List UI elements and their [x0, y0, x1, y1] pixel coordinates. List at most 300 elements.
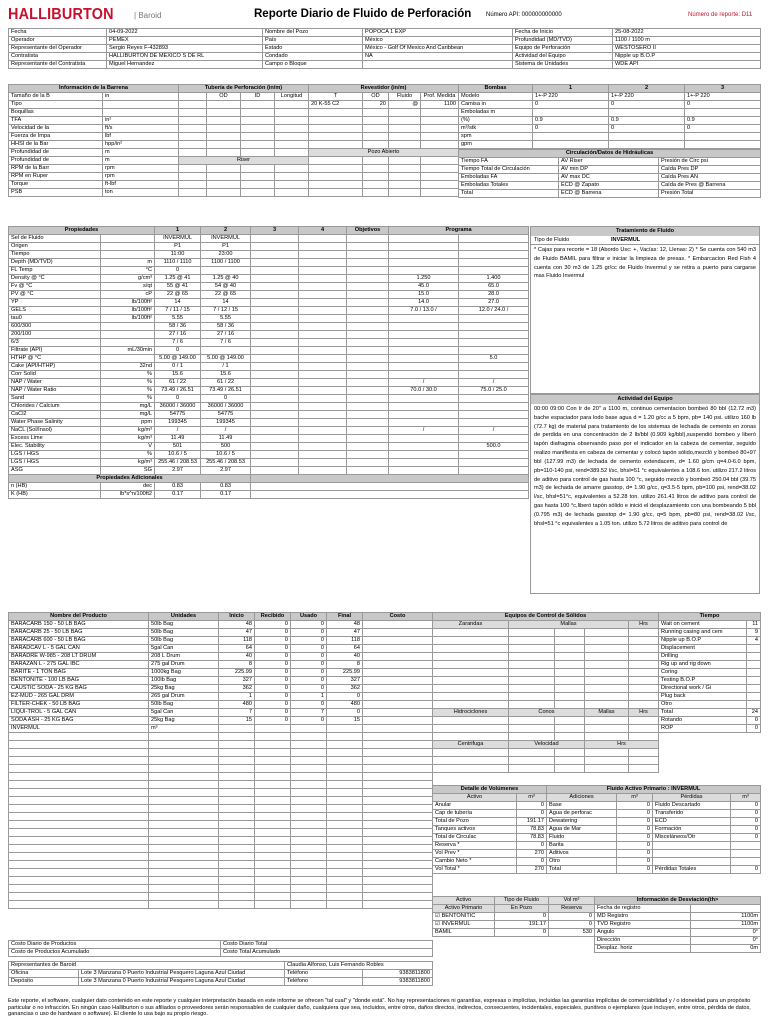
table-row — [433, 637, 659, 645]
blank — [255, 821, 291, 829]
time-hours — [747, 693, 761, 701]
rep-field: Depósito — [9, 978, 79, 986]
time-hours — [747, 653, 761, 661]
hydraulics-param: Caída de Pres @ Barrena — [659, 182, 761, 190]
table-row — [433, 842, 547, 850]
blank — [255, 773, 291, 781]
blank — [585, 693, 629, 701]
prop-name: 600/300 — [9, 323, 101, 331]
prop-unit: % — [101, 371, 155, 379]
prop-value: 5.00 @ 149.00 — [201, 355, 251, 363]
prop-value — [459, 251, 529, 259]
pump-param: Camisa in — [459, 101, 533, 109]
prop-value — [347, 371, 389, 379]
prop-value: 73.49 / 26.51 — [201, 387, 251, 395]
pump-value — [685, 133, 761, 141]
product-name: BARACARB 150 - 50 LB BAG — [9, 621, 149, 629]
blank — [509, 717, 555, 725]
prop-value: 65.0 — [459, 283, 529, 291]
blank — [433, 629, 509, 637]
table-row — [547, 818, 761, 826]
blank — [363, 885, 433, 893]
table-row — [9, 443, 529, 451]
survey-value: 0m — [691, 945, 761, 953]
prop-value: 22 @ 65 — [155, 291, 201, 299]
product-value: 265 gal Drum — [149, 693, 219, 701]
info-label: Sistema de Unidades — [513, 61, 613, 69]
prop-value: 27 / 16 — [201, 331, 251, 339]
fluid-value: 0 — [495, 929, 549, 937]
info-value: México — [363, 37, 513, 45]
product-value: 100lb Bag — [149, 677, 219, 685]
table-row — [459, 93, 761, 101]
table-row — [9, 267, 529, 275]
blank — [327, 773, 363, 781]
prop-value — [251, 403, 299, 411]
blank — [327, 741, 363, 749]
bit-unit: ft/s — [103, 125, 179, 133]
prop-value — [201, 267, 251, 275]
rig-activity — [530, 394, 760, 594]
treatment-notes: * Cajas para recorte = 18 (Abordo Usc: +, Vacías: 12, Llenas: 2) * Se cuenta con 540 m3 de Fluido BAMIL para filtrar e iniciar la limpieza de presas. * Embarcacion Red Fish 4 cuenta con 30 m3 de 1.25 gr/cc de Fluido Invermul y se retira a puerto para cargarse mas Fluido Invermul — [534, 247, 756, 280]
prop-value — [299, 451, 347, 459]
blank — [433, 637, 509, 645]
prop-value — [251, 331, 299, 339]
table-row — [659, 693, 761, 701]
prop-value: 28.0 — [459, 291, 529, 299]
prop-value: 5.55 — [155, 315, 201, 323]
blank — [291, 797, 327, 805]
bit-param: Fuerza de Impa — [9, 133, 103, 141]
additions-losses — [546, 785, 760, 874]
addition-label: Agua de Mar — [547, 826, 617, 834]
blank — [433, 701, 509, 709]
blank — [255, 797, 291, 805]
table-row — [9, 893, 433, 901]
prop-value — [347, 299, 389, 307]
survey-value: 0° — [691, 937, 761, 945]
blank — [219, 805, 255, 813]
hydraulics-param: Tiempo Total de Circulación — [459, 166, 559, 174]
table-row — [9, 259, 529, 267]
blank — [219, 765, 255, 773]
time-hours: 24 — [747, 709, 761, 717]
blank — [327, 869, 363, 877]
blank — [363, 853, 433, 861]
time-hours: 0 — [747, 717, 761, 725]
table-row — [433, 709, 659, 717]
blank — [255, 869, 291, 877]
time-activity: Drilling — [659, 653, 747, 661]
prop-value — [251, 275, 299, 283]
table-row — [659, 629, 761, 637]
blank — [509, 701, 555, 709]
prop-name: tau0 — [9, 315, 101, 323]
blank — [251, 475, 529, 483]
pump-value — [609, 109, 685, 117]
table-row — [659, 669, 761, 677]
bit-unit: ft-lbf — [103, 181, 179, 189]
blank — [9, 837, 149, 845]
product-name: FILTER-CHEK - 50 LB BAG — [9, 701, 149, 709]
blank — [291, 869, 327, 877]
blank — [9, 749, 149, 757]
prop-unit: V — [101, 443, 155, 451]
prop-value — [459, 435, 529, 443]
pump-value: 0 — [685, 125, 761, 133]
table-row — [547, 842, 761, 850]
volumes-col-header: m³ — [517, 794, 547, 802]
bit-param: RPM en Ruper — [9, 173, 103, 181]
product-value: 0 — [255, 629, 291, 637]
blank — [509, 653, 555, 661]
pump-value — [609, 141, 685, 149]
cost-acc-label: Costo de Productos Acumulado — [9, 949, 221, 957]
prop-value — [347, 243, 389, 251]
product-value: 8 — [327, 661, 363, 669]
product-value: m³ — [149, 725, 219, 733]
prop-value — [389, 243, 459, 251]
survey-label: Dirección — [595, 937, 691, 945]
prop-value: 70.0 / 30.0 — [389, 387, 459, 395]
blank — [363, 869, 433, 877]
blank — [433, 677, 509, 685]
info-label: Equipo de Perforación — [513, 45, 613, 53]
blank — [433, 725, 509, 733]
blank — [433, 765, 509, 773]
blank — [363, 797, 433, 805]
product-value — [327, 725, 363, 733]
table-row — [9, 109, 179, 117]
pump-value — [533, 109, 609, 117]
prop-value: 0 / 1 — [155, 363, 201, 371]
blank — [149, 821, 219, 829]
blank — [149, 757, 219, 765]
table-row — [459, 109, 761, 117]
product-value: 480 — [219, 701, 255, 709]
prop-value — [459, 371, 529, 379]
blank — [9, 813, 149, 821]
table-row — [433, 866, 547, 874]
prop-unit: % — [101, 387, 155, 395]
blank — [433, 749, 509, 757]
table-row — [9, 331, 529, 339]
table-row — [9, 411, 529, 419]
prop-unit: 32nd — [101, 363, 155, 371]
prop-value — [389, 251, 459, 259]
cost-daily-total-label: Costo Diario Total — [221, 941, 433, 949]
blank — [219, 901, 255, 909]
prop-unit: mg/L — [101, 403, 155, 411]
addition-label: Agua de perforac — [547, 810, 617, 818]
product-value: 48 — [219, 621, 255, 629]
props-col-header: 2 — [201, 227, 251, 235]
blank — [219, 797, 255, 805]
prop-name: Elec. Stability — [9, 443, 101, 451]
info-label: Profundidad (MD/TVD) — [513, 37, 613, 45]
blank — [149, 869, 219, 877]
blank — [363, 813, 433, 821]
blank — [255, 853, 291, 861]
table-row — [9, 749, 433, 757]
table-row — [433, 733, 659, 741]
prop-value — [347, 283, 389, 291]
table-row — [9, 243, 529, 251]
blank — [291, 885, 327, 893]
blank — [585, 677, 629, 685]
volume-label: Tanques activos — [433, 826, 517, 834]
table-row — [433, 685, 659, 693]
bit-param: TFA — [9, 117, 103, 125]
blank — [291, 741, 327, 749]
product-col-header: Nombre del Producto — [9, 613, 149, 621]
table-row — [9, 299, 529, 307]
prop-value — [347, 379, 389, 387]
blank — [9, 781, 149, 789]
blank — [363, 805, 433, 813]
table-row — [9, 741, 433, 749]
time-hours — [747, 669, 761, 677]
bit-title: Información de la Barrena — [9, 85, 179, 93]
casing-value: 20 K-55 C2 — [309, 101, 363, 109]
prop-value — [299, 251, 347, 259]
prop-value — [251, 291, 299, 299]
prop-name: Origen — [9, 243, 101, 251]
blank — [555, 765, 585, 773]
time-hours — [747, 661, 761, 669]
prop-value — [299, 395, 347, 403]
brand-label: | Baroid — [134, 11, 162, 20]
addition-value: 0 — [731, 810, 761, 818]
time-activity: Total — [659, 709, 747, 717]
blank — [291, 781, 327, 789]
volumes-title: Detalle de Volúmenes — [433, 786, 547, 794]
prop-name: ASG — [9, 467, 101, 475]
table-row — [9, 717, 433, 725]
product-value: 0 — [255, 637, 291, 645]
prop-value — [251, 339, 299, 347]
product-value: 362 — [327, 685, 363, 693]
blank — [255, 789, 291, 797]
blank — [219, 845, 255, 853]
prop-unit: % — [101, 379, 155, 387]
blank — [149, 805, 219, 813]
blank — [291, 765, 327, 773]
table-row — [9, 978, 433, 986]
prop-value — [389, 459, 459, 467]
volume-label: Vol Prev * — [433, 850, 517, 858]
addition-label: Otro — [547, 858, 617, 866]
prop-name: CaCl2 — [9, 411, 101, 419]
pump-param: m³/stk — [459, 125, 533, 133]
addition-value: 0 — [617, 826, 653, 834]
table-row — [9, 363, 529, 371]
blank — [363, 765, 433, 773]
blank — [327, 901, 363, 909]
table-row — [659, 613, 761, 621]
prop-value — [251, 443, 299, 451]
blank — [327, 781, 363, 789]
survey-value: 1100m — [691, 913, 761, 921]
volume-label: Cap de tubería — [433, 810, 517, 818]
product-value: 0 — [327, 693, 363, 701]
hydro-header: Conos — [509, 709, 585, 717]
solids-control — [432, 612, 658, 773]
table-row — [433, 826, 547, 834]
product-value: 0 — [255, 621, 291, 629]
addition-label: Fluido Descartado — [653, 802, 731, 810]
table-row — [9, 37, 761, 45]
addition-label: Barita — [547, 842, 617, 850]
shaker-header: Hrs — [629, 621, 659, 629]
volume-label: Total de Pozo — [433, 818, 517, 826]
blank — [555, 645, 585, 653]
addition-value: 0 — [617, 866, 653, 874]
survey-label: TVD Registro — [595, 921, 691, 929]
addition-label: Aditivos — [547, 850, 617, 858]
pump-value — [609, 133, 685, 141]
products-table — [8, 612, 432, 909]
addition-value: 0 — [731, 826, 761, 834]
prop-unit: % — [101, 451, 155, 459]
prop-value: 0.83 — [155, 483, 201, 491]
blank — [509, 661, 555, 669]
info-value: WDE API — [613, 61, 761, 69]
table-row — [9, 853, 433, 861]
blank — [327, 733, 363, 741]
prop-value — [347, 411, 389, 419]
bit-param: Profundidad de — [9, 149, 103, 157]
table-row — [9, 661, 433, 669]
table-row — [9, 315, 529, 323]
fluid-col-header: Vol m³ — [549, 897, 595, 905]
blank — [509, 645, 555, 653]
prop-value: 7 / 11 / 15 — [155, 307, 201, 315]
bit-param: Tipo — [9, 101, 103, 109]
prop-value — [347, 267, 389, 275]
table-row — [659, 709, 761, 717]
product-col-header: Final — [327, 613, 363, 621]
product-name: BARACARB 25 - 50 LB BAG — [9, 629, 149, 637]
blank — [433, 661, 509, 669]
blank — [585, 685, 629, 693]
prop-value: 1100 / 1100 — [201, 259, 251, 267]
volume-label: Anular — [433, 802, 517, 810]
blank — [9, 845, 149, 853]
fluid-col-header: Activo — [433, 897, 495, 905]
product-value — [363, 661, 433, 669]
fluid-summary — [432, 896, 594, 937]
prop-unit: mL/30min — [101, 347, 155, 355]
table-row — [9, 877, 433, 885]
prop-value — [459, 315, 529, 323]
product-value: 40 — [327, 653, 363, 661]
blank — [219, 813, 255, 821]
product-name: SODA ASH - 25 KG BAG — [9, 717, 149, 725]
prop-value — [347, 307, 389, 315]
info-label: Operador — [9, 37, 107, 45]
product-value: 1 — [291, 693, 327, 701]
prop-value — [389, 259, 459, 267]
addition-label — [653, 842, 731, 850]
blank — [629, 645, 659, 653]
prop-value — [347, 259, 389, 267]
table-row — [9, 653, 433, 661]
prop-value — [251, 435, 299, 443]
time-hours — [747, 645, 761, 653]
blank — [555, 637, 585, 645]
pumps — [458, 84, 760, 198]
table-row — [9, 61, 761, 69]
table-row — [459, 85, 761, 93]
time-activity: Otro — [659, 701, 747, 709]
table-row — [433, 810, 547, 818]
survey-value — [691, 905, 761, 913]
fluid-value: 0 — [549, 921, 595, 929]
prop-value — [459, 339, 529, 347]
table-row — [459, 158, 761, 166]
prop-value — [347, 387, 389, 395]
bit-unit: rpm — [103, 173, 179, 181]
prop-value — [389, 267, 459, 275]
prop-value — [299, 363, 347, 371]
prop-value — [299, 259, 347, 267]
pipe-col-header — [179, 93, 207, 101]
product-value: 0 — [291, 637, 327, 645]
blank — [585, 717, 629, 725]
bit-unit: ton — [103, 189, 179, 197]
prop-value — [389, 315, 459, 323]
prop-unit: SG — [101, 467, 155, 475]
prop-unit: s/qt — [101, 283, 155, 291]
prop-value — [251, 363, 299, 371]
table-row — [595, 897, 761, 905]
blank — [9, 893, 149, 901]
prop-value — [459, 363, 529, 371]
blank — [149, 773, 219, 781]
product-value: 47 — [219, 629, 255, 637]
blank — [149, 741, 219, 749]
blank — [363, 877, 433, 885]
blank — [363, 901, 433, 909]
hydraulics-param: Caída Pres DP — [659, 166, 761, 174]
props-title: Propiedades — [9, 227, 155, 235]
prop-value: 54775 — [155, 411, 201, 419]
table-row — [9, 829, 433, 837]
volume-label: Reserva * — [433, 842, 517, 850]
prop-unit: kg/m³ — [101, 459, 155, 467]
product-value — [363, 621, 433, 629]
pump-value — [685, 141, 761, 149]
prop-value — [299, 307, 347, 315]
info-value: Miguel Hernandez — [107, 61, 263, 69]
info-label: Representante del Contratista — [9, 61, 107, 69]
volume-value: 270 — [517, 866, 547, 874]
table-row — [9, 781, 433, 789]
product-value: 15 — [219, 717, 255, 725]
blank — [149, 837, 219, 845]
blank — [149, 893, 219, 901]
blank — [149, 781, 219, 789]
blank — [327, 837, 363, 845]
blank — [219, 749, 255, 757]
blank — [219, 877, 255, 885]
blank — [629, 629, 659, 637]
table-row — [9, 869, 433, 877]
table-row — [9, 101, 179, 109]
blank — [149, 789, 219, 797]
centrifuge-header: Centrifuga — [433, 741, 509, 749]
